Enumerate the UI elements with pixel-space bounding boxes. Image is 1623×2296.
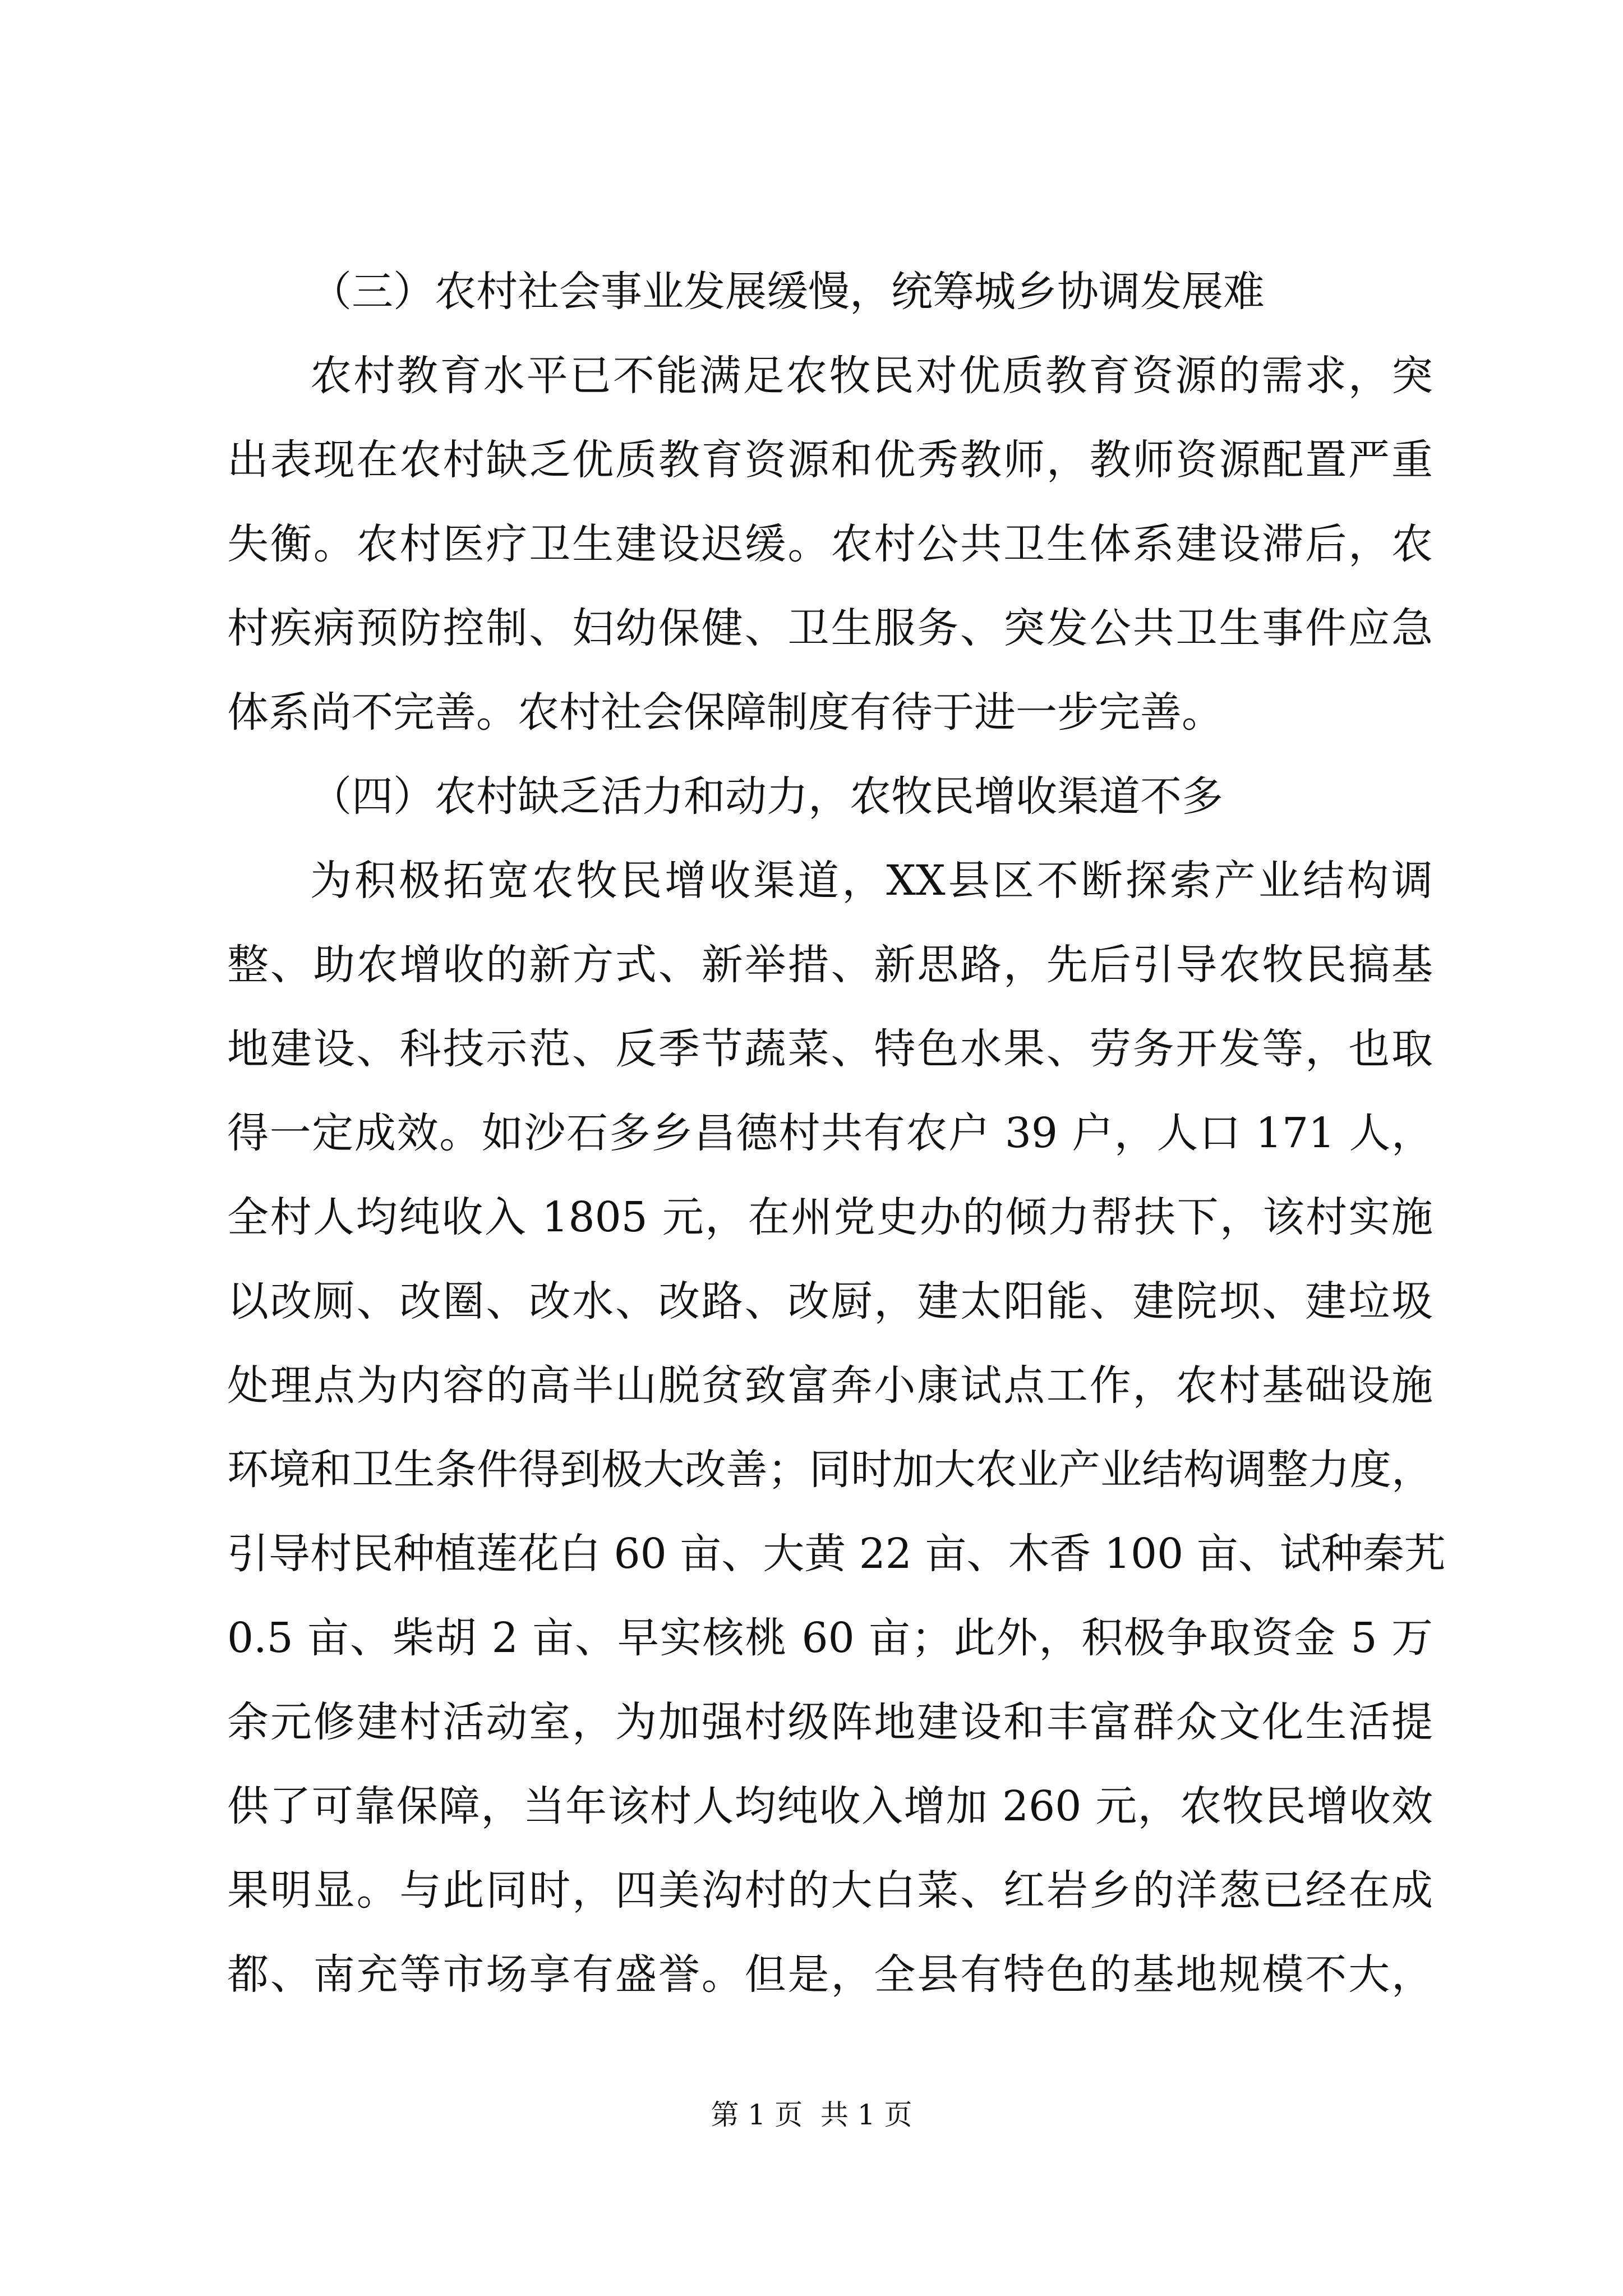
paragraph-line: 为积极拓宽农牧民增收渠道，XX县区不断探索产业结构调 [310,857,1433,905]
paragraph-line: 供了可靠保障，当年该村人均纯收入增加 260 元，农牧民增收效 [227,1782,1433,1830]
paragraph-line: 引导村民种植莲花白 60 亩、大黄 22 亩、木香 100 亩、试种秦艽 [227,1530,1446,1578]
paragraph-line: 环境和卫生条件得到极大改善；同时加大农业产业结构调整力度， [227,1446,1433,1494]
paragraph-line: 村疾病预防控制、妇幼保健、卫生服务、突发公共卫生事件应急 [227,604,1433,652]
paragraph-line: 果明显。与此同时，四美沟村的大白菜、红岩乡的洋葱已经在成 [227,1866,1433,1915]
paragraph-line: 体系尚不完善。农村社会保障制度有待于进一步完善。 [227,688,1223,737]
paragraph-line: 出表现在农村缺乏优质教育资源和优秀教师，教师资源配置严重 [227,436,1433,484]
paragraph-line: 得一定成效。如沙石多乡昌德村共有农户 39 户，人口 171 人， [227,1109,1433,1157]
section-heading-3: （三）农村社会事业发展缓慢，统筹城乡协调发展难 [310,268,1265,316]
document-body [227,250,1446,2017]
paragraph-line: 0.5 亩、柴胡 2 亩、早实核桃 60 亩；此外，积极争取资金 5 万 [227,1614,1433,1662]
page-number-footer: 第 1 页 共 1 页 [711,2099,912,2131]
section-heading-4: （四）农村缺乏活力和动力，农牧民增收渠道不多 [310,772,1223,821]
paragraph-line: 处理点为内容的高半山脱贫致富奔小康试点工作，农村基础设施 [227,1361,1433,1410]
paragraph-line: 余元修建村活动室，为加强村级阵地建设和丰富群众文化生活提 [227,1698,1433,1746]
paragraph-line: 以改厕、改圈、改水、改路、改厨，建太阳能、建院坝、建垃圾 [227,1277,1433,1326]
paragraph-line: 地建设、科技示范、反季节蔬菜、特色水果、劳务开发等，也取 [227,1025,1433,1073]
paragraph-line: 农村教育水平已不能满足农牧民对优质教育资源的需求，突 [310,352,1433,400]
paragraph-line: 整、助农增收的新方式、新举措、新思路，先后引导农牧民搞基 [227,941,1433,989]
paragraph-line: 全村人均纯收入 1805 元，在州党史办的倾力帮扶下，该村实施 [227,1193,1433,1241]
paragraph-line: 失衡。农村医疗卫生建设迟缓。农村公共卫生体系建设滞后，农 [227,520,1433,568]
paragraph-line: 都、南充等市场享有盛誉。但是，全县有特色的基地规模不大， [227,1950,1433,1999]
